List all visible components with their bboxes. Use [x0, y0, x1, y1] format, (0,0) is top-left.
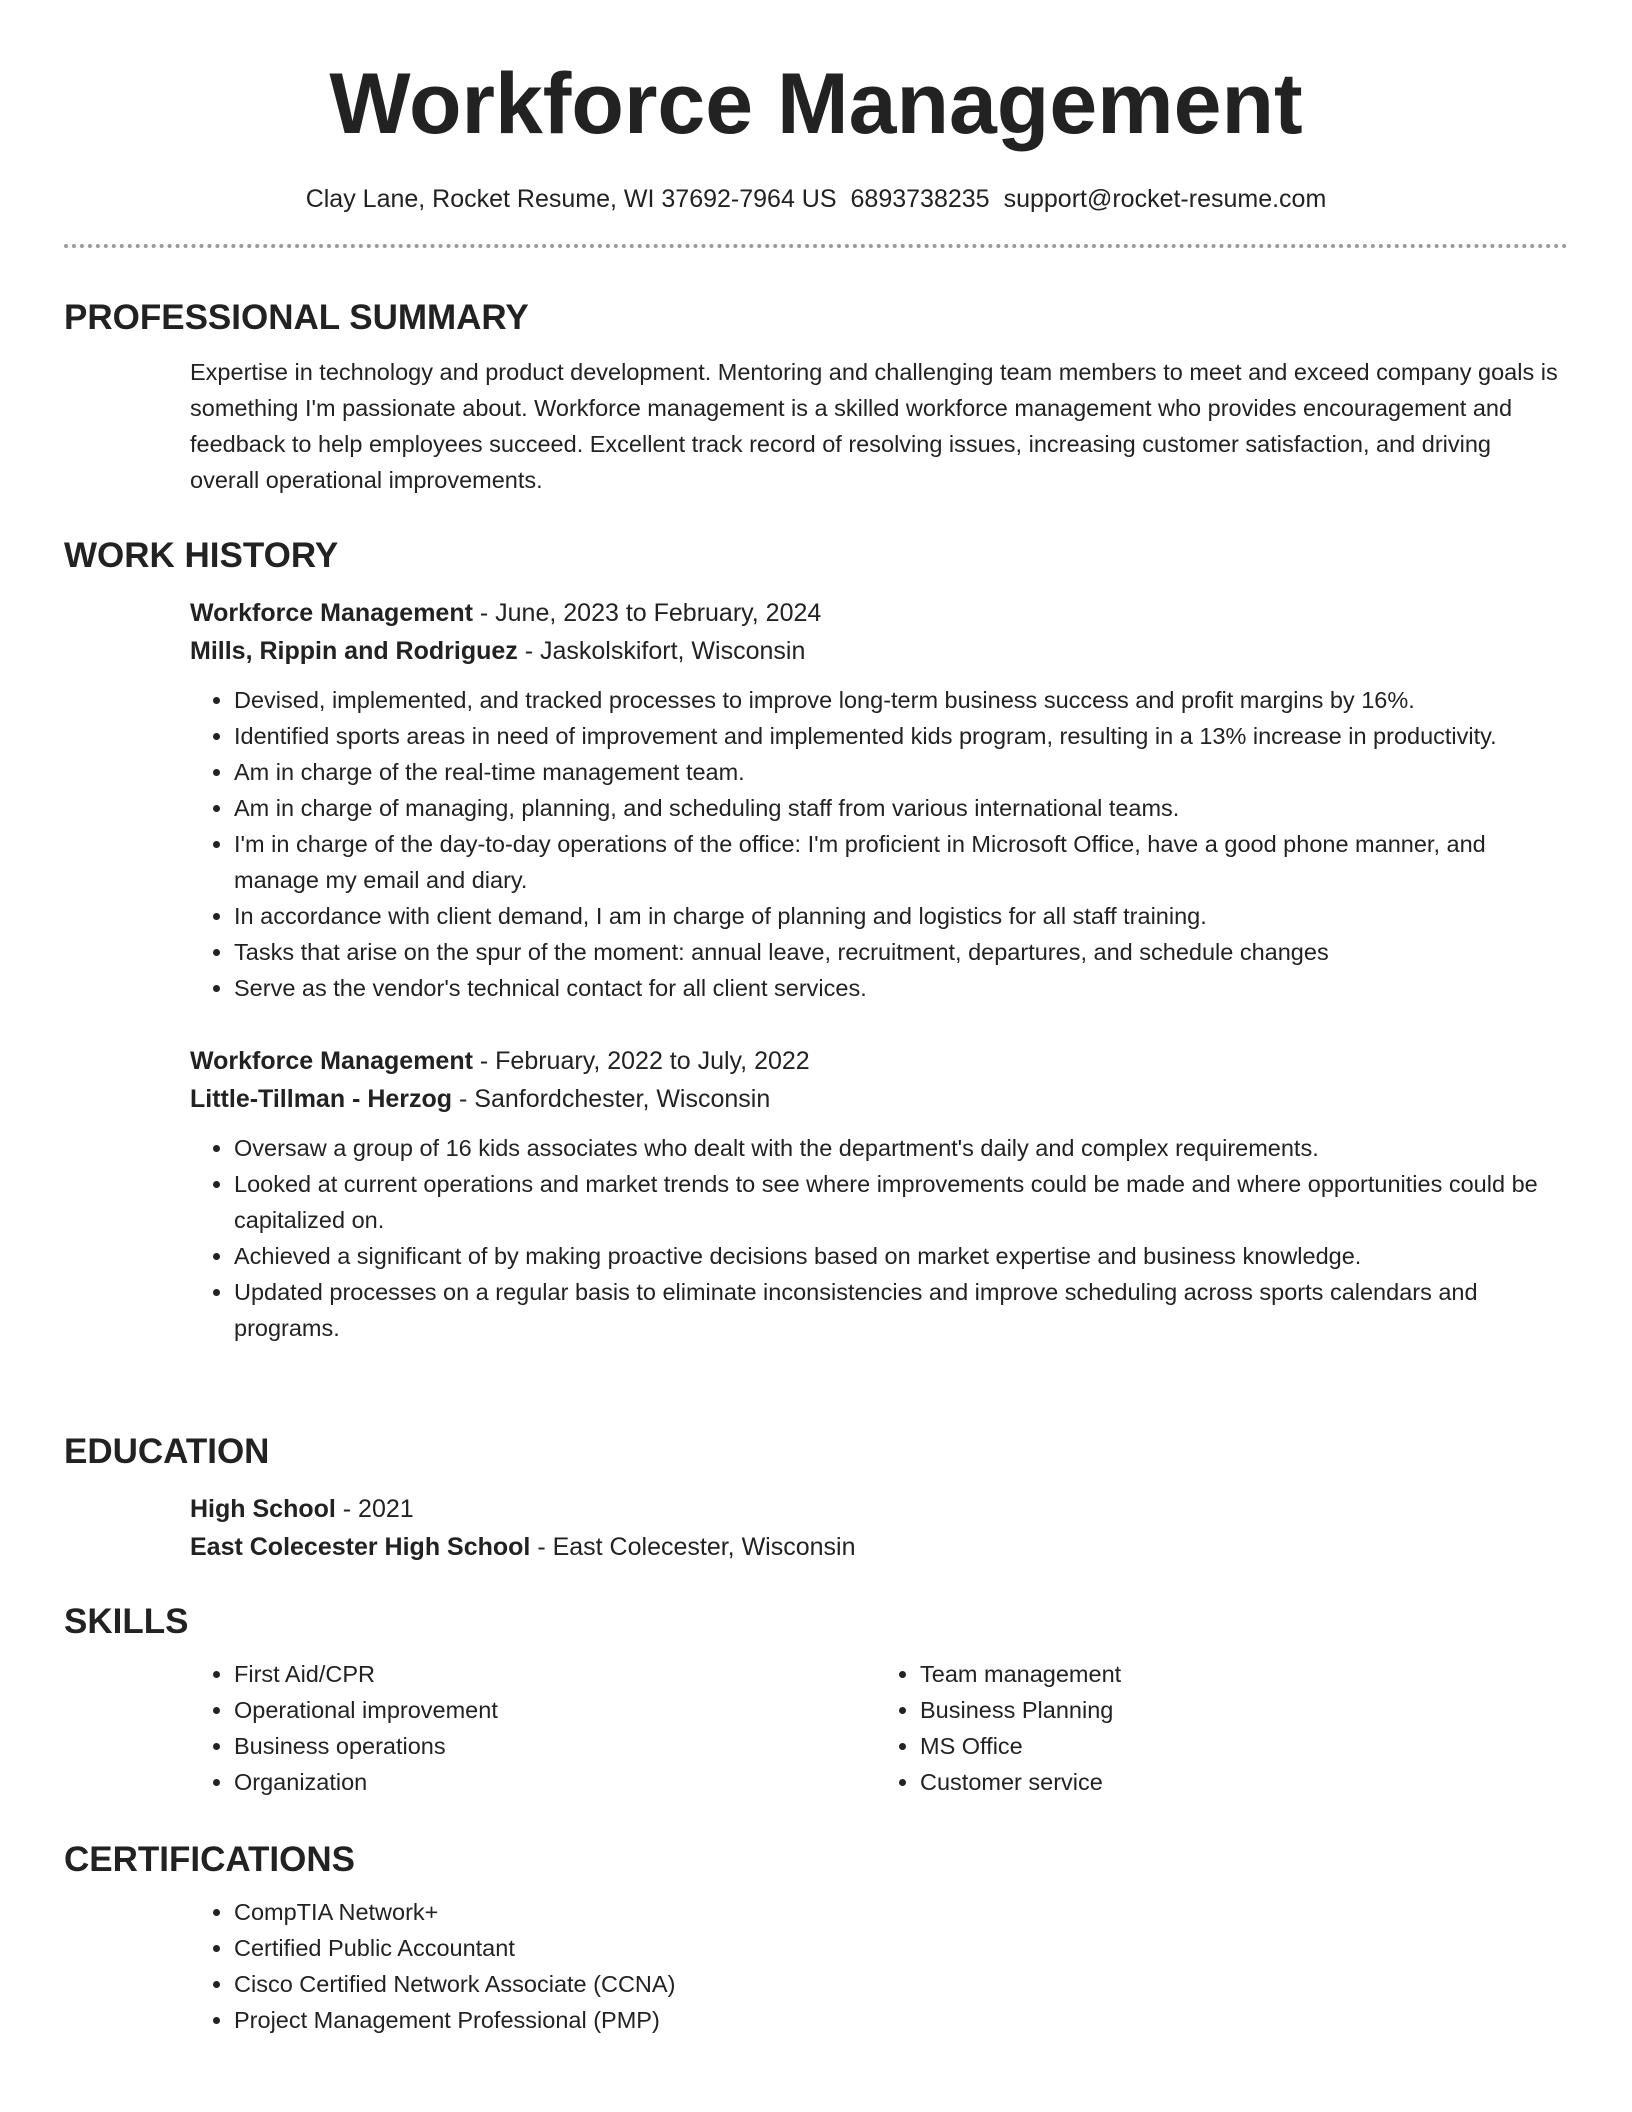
skills-grid	[190, 1656, 1562, 1800]
education-school: East Colecester High School	[190, 1533, 531, 1561]
education-year: - 2021	[335, 1495, 414, 1523]
job-duties-list	[190, 682, 1562, 1006]
summary-text: Expertise in technology and product development. Mentoring and challenging team members to meet and exceed company goals is something I'm passionate about. Workforce management is a skilled workforce management who provides encouragement and feedback to help employees succeed. Excellent track record of resolving issues, increasing customer satisfaction, and driving overall operational improvements.	[190, 359, 1558, 493]
skills-list-left	[190, 1656, 876, 1800]
job-location: - Sanfordchester, Wisconsin	[452, 1085, 771, 1113]
skill-item: • Business Planning	[920, 1692, 1562, 1728]
skill-item: • Business operations	[234, 1728, 876, 1764]
education-section	[64, 1430, 1568, 1566]
job-duty: • Am in charge of the real-time management team.	[234, 754, 1562, 790]
job-company-line	[190, 632, 1562, 670]
job-duty: • Tasks that arise on the spur of the moment: annual leave, recruitment, departures, and schedule changes	[234, 934, 1562, 970]
skills-title: SKILLS	[64, 1602, 189, 1641]
certifications-section	[64, 1838, 1568, 2038]
skill-item: • Customer service	[920, 1764, 1562, 1800]
job-company-line	[190, 1080, 1562, 1118]
skill-item: • Team management	[920, 1656, 1562, 1692]
job-entry	[190, 1042, 1562, 1346]
contact-line	[64, 182, 1568, 216]
work-history-title: WORK HISTORY	[64, 536, 339, 575]
candidate-name: Workforce Management	[329, 56, 1303, 152]
job-duty: • Oversaw a group of 16 kids associates who dealt with the department's daily and complex requirements.	[234, 1130, 1562, 1166]
job-duty: • Am in charge of managing, planning, and scheduling staff from various international teams.	[234, 790, 1562, 826]
certification-item: • Cisco Certified Network Associate (CCNA)	[234, 1966, 1562, 2002]
job-position: Workforce Management	[190, 1047, 473, 1075]
contact-email: support@rocket-resume.com	[1003, 185, 1327, 213]
certification-item: • Certified Public Accountant	[234, 1930, 1562, 1966]
skill-item: • Organization	[234, 1764, 876, 1800]
certification-item: • Project Management Professional (PMP)	[234, 2002, 1562, 2038]
job-duty: • Achieved a significant of by making proactive decisions based on market expertise and business knowledge.	[234, 1238, 1562, 1274]
job-position: Workforce Management	[190, 599, 473, 627]
job-duty: • Updated processes on a regular basis to eliminate inconsistencies and improve scheduling across sports calendars and programs.	[234, 1274, 1562, 1346]
header-divider	[64, 244, 1568, 248]
skills-section	[64, 1600, 1568, 1800]
summary-title: PROFESSIONAL SUMMARY	[64, 298, 529, 337]
job-duties-list	[190, 1130, 1562, 1346]
contact-phone: 6893738235	[850, 185, 990, 213]
skill-item: • MS Office	[920, 1728, 1562, 1764]
education-body	[190, 1490, 1562, 1566]
job-duty: • Looked at current operations and market trends to see where improvements could be made and where opportunities could be capitalized on.	[234, 1166, 1562, 1238]
education-school-line	[190, 1528, 1562, 1566]
education-degree: High School	[190, 1495, 336, 1523]
job-duty: • Devised, implemented, and tracked processes to improve long-term business success and profit margins by 16%.	[234, 682, 1562, 718]
job-duty: • Serve as the vendor's technical contact for all client services.	[234, 970, 1562, 1006]
certifications-title: CERTIFICATIONS	[64, 1840, 356, 1879]
education-title: EDUCATION	[64, 1432, 270, 1471]
job-duty: • In accordance with client demand, I am in charge of planning and logistics for all staff training.	[234, 898, 1562, 934]
certifications-list	[190, 1894, 1562, 2038]
job-dates: - June, 2023 to February, 2024	[472, 599, 822, 627]
education-location: - East Colecester, Wisconsin	[530, 1533, 856, 1561]
job-dates: - February, 2022 to July, 2022	[472, 1047, 810, 1075]
job-title-line	[190, 594, 1562, 632]
education-degree-line	[190, 1490, 1562, 1528]
summary-section	[64, 296, 1568, 498]
job-company: Little-Tillman - Herzog	[190, 1085, 453, 1113]
skill-item: • Operational improvement	[234, 1692, 876, 1728]
job-title-line	[190, 1042, 1562, 1080]
skill-item: • First Aid/CPR	[234, 1656, 876, 1692]
job-location: - Jaskolskifort, Wisconsin	[517, 637, 806, 665]
certifications-body	[190, 1894, 1562, 2038]
work-history-body	[190, 594, 1562, 1346]
summary-body	[190, 354, 1562, 498]
job-duty: • I'm in charge of the day-to-day operations of the office: I'm proficient in Microsoft Office, have a good phone manner, and manage my email and diary.	[234, 826, 1562, 898]
work-history-section	[64, 534, 1568, 1346]
job-duty: • Identified sports areas in need of improvement and implemented kids program, resulting in a 13% increase in productivity.	[234, 718, 1562, 754]
contact-address: Clay Lane, Rocket Resume, WI 37692-7964 US	[305, 185, 837, 213]
job-entry	[190, 594, 1562, 1006]
skills-list-right	[876, 1656, 1562, 1800]
certification-item: • CompTIA Network+	[234, 1894, 1562, 1930]
job-company: Mills, Rippin and Rodriguez	[190, 637, 518, 665]
